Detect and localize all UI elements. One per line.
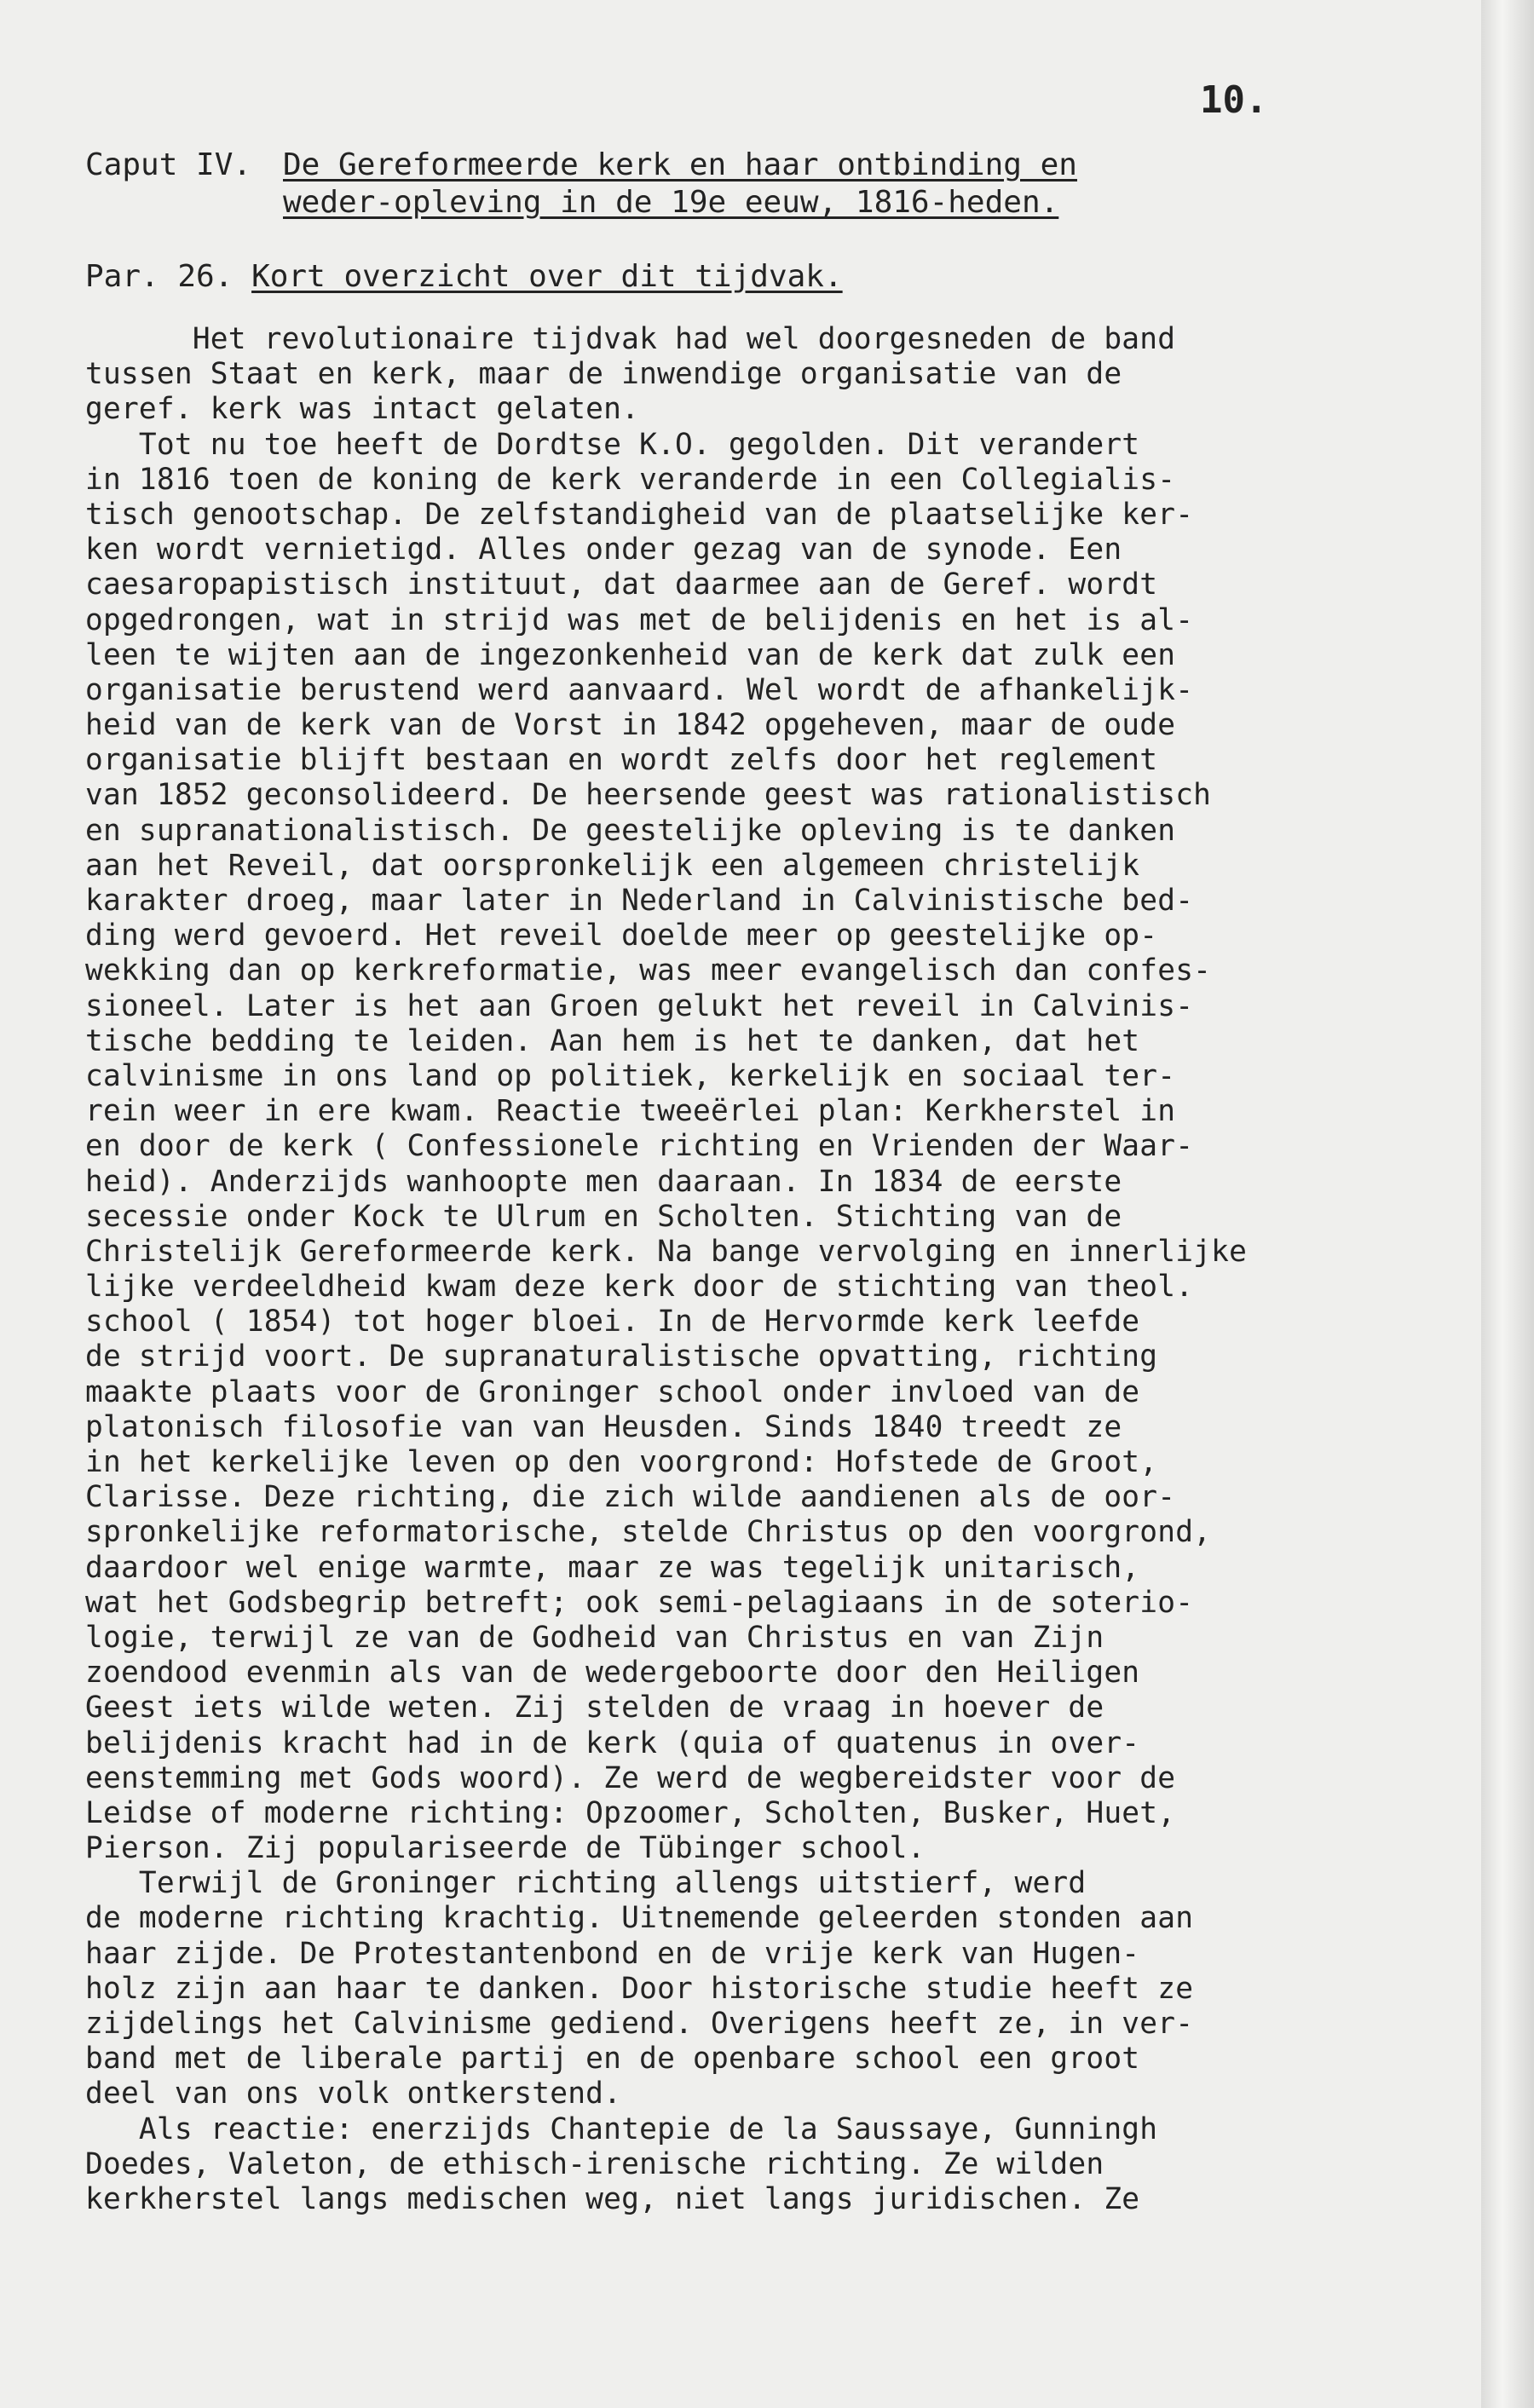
- page-edge-shadow: [1481, 0, 1534, 2408]
- text-line: aan het Reveil, dat oorspronkelijk een algemeen christelijk: [85, 848, 1140, 883]
- text-line: en door de kerk ( Confessionele richting en Vrienden der Waar-: [85, 1129, 1194, 1164]
- text-line: Christelijk Gereformeerde kerk. Na bange vervolging en innerlijke: [85, 1234, 1248, 1269]
- text-line: band met de liberale partij en de openbare school een groot: [85, 2042, 1140, 2077]
- text-line: Geest iets wilde weten. Zij stelden de vraag in hoever de: [85, 1691, 1104, 1725]
- chapter-label: Caput IV.: [85, 147, 252, 182]
- text-line: zoendood evenmin als van de wedergeboorte door den Heiligen: [85, 1656, 1140, 1691]
- paragraph-label: Par. 26.: [85, 259, 234, 294]
- text-line: holz zijn aan haar te danken. Door historische studie heeft ze: [85, 1971, 1194, 2006]
- text-line: maakte plaats voor de Groninger school onder invloed van de: [85, 1374, 1140, 1409]
- text-line: lijke verdeeldheid kwam deze kerk door de stichting van theol.: [85, 1270, 1194, 1305]
- chapter-heading: [85, 147, 1077, 222]
- text-line: van 1852 geconsolideerd. De heersende geest was rationalistisch: [85, 778, 1212, 813]
- text-line: tische bedding te leiden. Aan hem is het te danken, dat het: [85, 1023, 1140, 1058]
- text-line: tisch genootschap. De zelfstandigheid van de plaatselijke ker-: [85, 497, 1194, 532]
- text-line: sioneel. Later is het aan Groen gelukt het reveil in Calvinis-: [85, 988, 1194, 1023]
- text-line: karakter droeg, maar later in Nederland in Calvinistische bed-: [85, 884, 1194, 918]
- page-number: 10.: [1200, 78, 1268, 122]
- text-line: Leidse of moderne richting: Opzoomer, Scholten, Busker, Huet,: [85, 1795, 1176, 1830]
- text-line: heid). Anderzijds wanhoopte men daaraan. In 1834 de eerste: [85, 1164, 1122, 1199]
- text-line: haar zijde. De Protestantenbond en de vrije kerk van Hugen-: [85, 1936, 1140, 1971]
- paragraph-title: Kort overzicht over dit tijdvak.: [251, 259, 843, 294]
- text-line: ken wordt vernietigd. Alles onder gezag van de synode. Een: [85, 533, 1122, 567]
- text-line: deel van ons volk ontkerstend.: [85, 2077, 622, 2111]
- text-line: Doedes, Valeton, de ethisch-irenische richting. Ze wilden: [85, 2146, 1104, 2181]
- text-line: caesaropapistisch instituut, dat daarmee aan de Geref. wordt: [85, 567, 1158, 602]
- text-line: leen te wijten aan de ingezonkenheid van de kerk dat zulk een: [85, 637, 1176, 672]
- body-text: [85, 322, 1402, 2217]
- text-line: Tot nu toe heeft de Dordtse K.O. gegolden. Dit verandert: [85, 427, 1140, 462]
- text-line: spronkelijke reformatorische, stelde Christus op den voorgrond,: [85, 1515, 1212, 1550]
- text-line: organisatie berustend werd aanvaard. Wel wordt de afhankelijk-: [85, 672, 1194, 707]
- text-line: organisatie blijft bestaan en wordt zelfs door het reglement: [85, 743, 1158, 778]
- text-line: platonisch filosofie van van Heusden. Sinds 1840 treedt ze: [85, 1409, 1122, 1444]
- text-line: logie, terwijl ze van de Godheid van Christus en van Zijn: [85, 1620, 1104, 1655]
- text-line: rein weer in ere kwam. Reactie tweeërlei plan: Kerkherstel in: [85, 1094, 1176, 1129]
- text-line: de moderne richting krachtig. Uitnemende geleerden stonden aan: [85, 1901, 1194, 1936]
- text-line: Als reactie: enerzijds Chantepie de la Saussaye, Gunningh: [85, 2111, 1158, 2146]
- text-line: opgedrongen, wat in strijd was met de belijdenis en het is al-: [85, 602, 1194, 637]
- paragraph-heading: [85, 259, 843, 294]
- text-line: heid van de kerk van de Vorst in 1842 opgeheven, maar de oude: [85, 708, 1176, 743]
- text-line: daardoor wel enige warmte, maar ze was tegelijk unitarisch,: [85, 1550, 1140, 1585]
- chapter-title-line-2: weder-opleving in de 19e eeuw, 1816-heden.: [283, 185, 1059, 220]
- text-line: kerkherstel langs medischen weg, niet langs juridischen. Ze: [85, 2181, 1140, 2216]
- text-line: wekking dan op kerkreformatie, was meer evangelisch dan confes-: [85, 953, 1212, 988]
- text-line: school ( 1854) tot hoger bloei. In de Hervormde kerk leefde: [85, 1305, 1140, 1339]
- text-line: geref. kerk was intact gelaten.: [85, 392, 640, 427]
- text-line: Clarisse. Deze richting, die zich wilde aandienen als de oor-: [85, 1480, 1176, 1515]
- text-line: calvinisme in ons land op politiek, kerkelijk en sociaal ter-: [85, 1058, 1176, 1093]
- text-line: ding werd gevoerd. Het reveil doelde meer op geestelijke op-: [85, 919, 1158, 953]
- text-line: eenstemming met Gods woord). Ze werd de wegbereidster voor de: [85, 1760, 1176, 1795]
- text-line: in 1816 toen de koning de kerk veranderde in een Collegialis-: [85, 462, 1176, 497]
- text-line: Pierson. Zij populariseerde de Tübinger school.: [85, 1831, 926, 1866]
- text-line: tussen Staat en kerk, maar de inwendige organisatie van de: [85, 357, 1122, 392]
- text-line: zijdelings het Calvinisme gediend. Overigens heeft ze, in ver-: [85, 2007, 1194, 2041]
- text-line: wat het Godsbegrip betreft; ook semi-pelagiaans in de soterio-: [85, 1585, 1194, 1620]
- text-line: secessie onder Kock te Ulrum en Scholten. Stichting van de: [85, 1199, 1122, 1234]
- chapter-title-line-1: De Gereformeerde kerk en haar ontbinding en: [283, 147, 1077, 182]
- text-line: belijdenis kracht had in de kerk (quia of quatenus in over-: [85, 1725, 1140, 1760]
- text-line: de strijd voort. De supranaturalistische opvatting, richting: [85, 1339, 1158, 1374]
- text-line: Terwijl de Groninger richting allengs uitstierf, werd: [85, 1866, 1087, 1901]
- text-line: Het revolutionaire tijdvak had wel doorgesneden de band: [85, 322, 1176, 356]
- text-line: en supranationalistisch. De geestelijke opleving is te danken: [85, 813, 1176, 848]
- text-line: in het kerkelijke leven op den voorgrond: Hofstede de Groot,: [85, 1445, 1158, 1479]
